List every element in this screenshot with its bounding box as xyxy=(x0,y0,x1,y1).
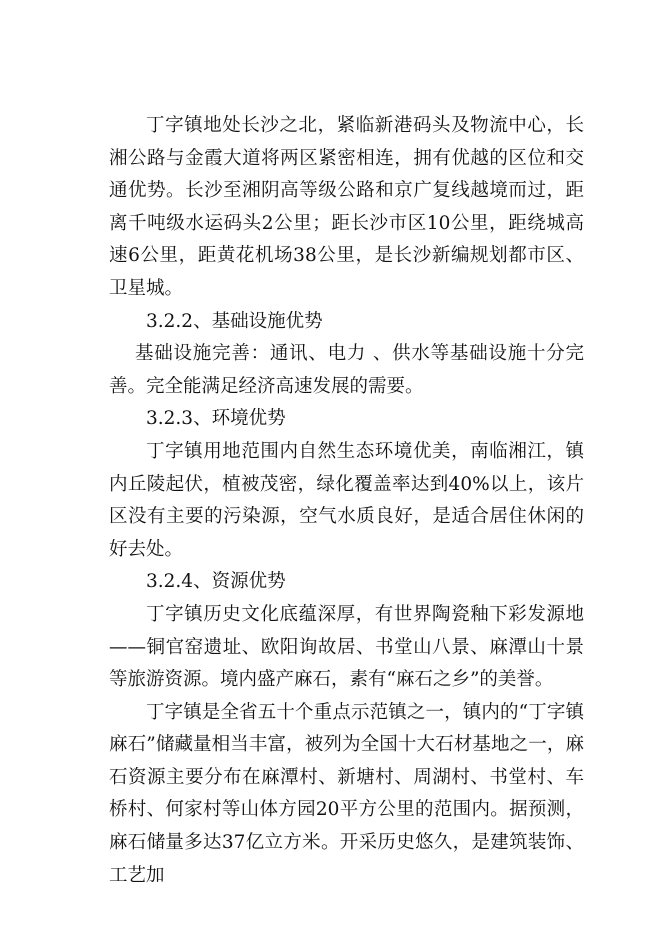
section-heading-infrastructure: 3.2.2、基础设施优势 xyxy=(146,310,323,332)
paragraph-location: 丁字镇地处长沙之北，紧临新港码头及物流中心，长湘公路与金霞大道将两区紧密相连，拥有优越的区位和交通优势。长沙至湘阴高等级公路和京广复线越境而过，距离千吨级水运码头2公里；距长沙市区10公里，距绕城高速6公里，距黄花机场38公里，是长沙新编规划都市区、卫星城。 xyxy=(109,115,584,299)
paragraph-infrastructure: 基础设施完善：通讯、电力 、供水等基础设施十分完善。完全能满足经济高速发展的需要。 xyxy=(109,343,584,397)
document-body xyxy=(109,110,584,892)
section-heading-environment: 3.2.3、环境优势 xyxy=(146,408,286,430)
section-heading-resources: 3.2.4、资源优势 xyxy=(146,571,286,593)
paragraph-environment: 丁字镇用地范围内自然生态环境优美，南临湘江，镇内丘陵起伏，植被茂密，绿化覆盖率达到40%以上，该片区没有主要的污染源，空气水质良好，是适合居住休闲的好去处。 xyxy=(109,440,584,560)
paragraph-resources-granite: 丁字镇是全省五十个重点示范镇之一，镇内的“丁字镇麻石”储藏量相当丰富，被列为全国十大石材基地之一，麻石资源主要分布在麻潭村、新塘村、周湖村、书堂村、车桥村、何家村等山体方园20平方公里的范围内。据预测，麻石储量多达37亿立方米。开采历史悠久，是建筑装饰、工艺加 xyxy=(109,701,584,886)
paragraph-resources-culture: 丁字镇历史文化底蕴深厚，有世界陶瓷釉下彩发源地——铜官窑遗址、欧阳询故居、书堂山八景、麻潭山十景等旅游资源。境内盛产麻石，素有“麻石之乡”的美誉。 xyxy=(109,603,584,691)
